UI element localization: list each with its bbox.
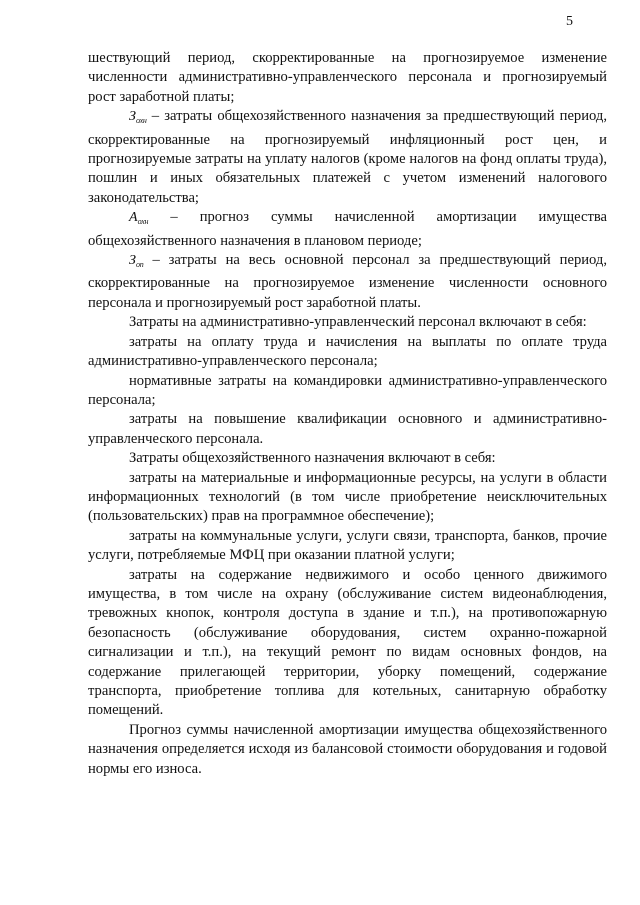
definition-paragraph <box>88 107 607 208</box>
paragraph-text: нормативные затраты на командировки административно-управленческого персонала; <box>88 372 607 408</box>
list-item <box>88 410 607 449</box>
page-number: 5 <box>566 14 573 29</box>
formula-symbol: З <box>129 109 136 125</box>
paragraph-text: затраты на оплату труда и начисления на выплаты по оплате труда административно-управленческого персонала; <box>88 333 607 370</box>
paragraph-text: затраты на повышение квалификации основного и административно-управленческого персонала. <box>88 411 607 447</box>
list-item <box>88 372 607 411</box>
formula-subscript: оп <box>135 260 144 270</box>
paragraph-text: Прогноз суммы начисленной амортизации имущества общехозяйственного назначения определяется исходя из балансовой стоимости оборудования и годовой нормы его износа. <box>88 721 607 777</box>
paragraph-text: затраты на коммунальные услуги, услуги связи, транспорта, банков, прочие услуги, потребляемые МФЦ при оказании платной услуги; <box>88 527 607 564</box>
list-item <box>88 333 607 372</box>
definition-paragraph <box>88 251 607 313</box>
paragraph <box>88 49 607 107</box>
list-item <box>88 469 607 527</box>
paragraph-text: – затраты на весь основной персонал за предшествующий период, скорректированные на прогнозируемое изменение численности основного персонала и прогнозируемый рост заработной платы. <box>88 252 607 311</box>
paragraph <box>88 313 607 332</box>
paragraph-text: затраты на содержание недвижимого и особо ценного движимого имущества, в том числе на охрану (обслуживание систем видеонаблюдения, тревожных кнопок, контроля доступа в здание и т.п.), на противопожарную безопасность (обслуживание оборудования, систем охранно-пожарной сигнализации и т.п.), на текущий ремонт по видам основных фондов, на содержание прилегающей территории, уборку помещений, содержание транспорта, приобретение топлива для котельных, санитарную обработку помещений. <box>88 566 607 719</box>
paragraph <box>88 449 607 468</box>
paragraph-text: – прогноз суммы начисленной амортизации имущества общехозяйственного назначения в плановом периоде; <box>88 209 607 249</box>
formula-symbol: А <box>129 210 138 226</box>
document-body <box>88 49 607 779</box>
paragraph-text: затраты на материальные и информационные ресурсы, на услуги в области информационных технологий (в том числе приобретение неисключительных (пользовательских) прав на программное обеспечение); <box>88 469 607 525</box>
paragraph-text: – затраты общехозяйственного назначения за предшествующий период, скорректированные на прогнозируемый инфляционный рост цен, и прогнозируемые затраты на уплату налогов (кроме налогов на фонд оплаты труда), пошлин и иных обязательных платежей с учетом изменений налогового законодательства; <box>88 108 607 206</box>
formula-symbol: З <box>129 253 136 269</box>
paragraph <box>88 721 607 779</box>
list-item <box>88 527 607 566</box>
paragraph-text: Затраты общехозяйственного назначения включают в себя: <box>129 450 496 467</box>
definition-paragraph <box>88 208 607 251</box>
formula-subscript: охн <box>135 116 147 126</box>
paragraph-text: Затраты на административно-управленческий персонал включают в себя: <box>129 314 587 331</box>
list-item <box>88 566 607 721</box>
formula-subscript: охн <box>137 217 149 227</box>
paragraph-text: шествующий период, скорректированные на прогнозируемое изменение численности административно-управленческого персонала и прогнозируемый рост заработной платы; <box>88 50 607 105</box>
